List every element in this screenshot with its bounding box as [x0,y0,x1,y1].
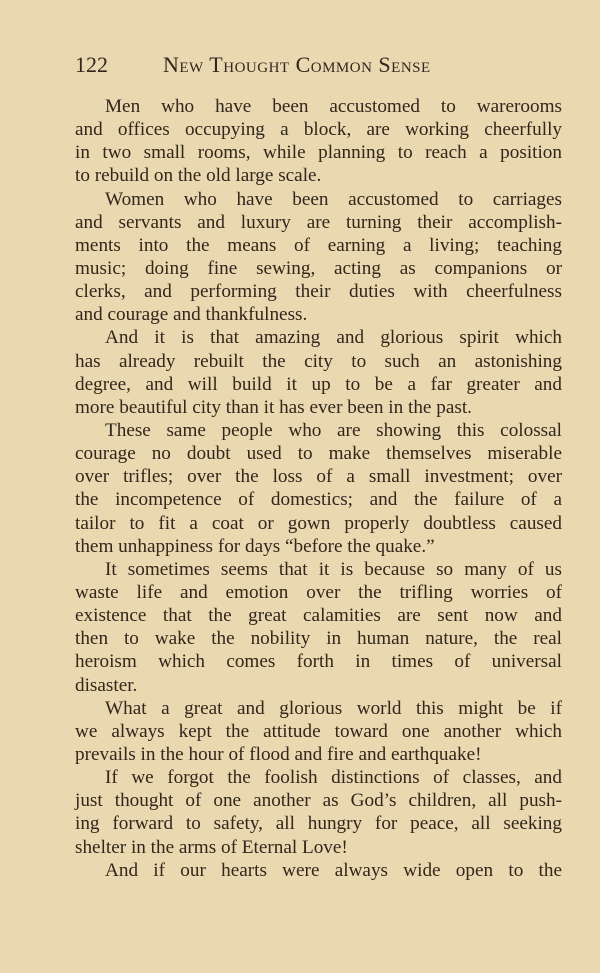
text-line: heroism which comes forth in times of universal [75,651,562,673]
text-line: It sometimes seems that it is because so many of us [105,558,562,580]
text-line: shelter in the arms of Eternal Love! [75,836,348,858]
text-line: And it is that amazing and glorious spirit which [105,327,562,349]
page-body-text [75,95,562,882]
text-line: Women who have been accustomed to carriages [105,188,562,210]
text-line: music; doing fine sewing, acting as companions or [75,257,562,279]
text-line: tailor to fit a coat or gown properly doubtless caused [75,512,562,534]
paragraph [75,859,562,882]
text-line: in two small rooms, while planning to reach a position [75,142,562,164]
text-line: we always kept the attitude toward one another which [75,720,562,742]
text-line: them unhappiness for days “before the quake.” [75,535,435,557]
text-line: disaster. [75,674,138,696]
text-line: the incompetence of domestics; and the failure of a [75,489,562,511]
paragraph [75,326,562,419]
text-line: These same people who are showing this colossal [105,419,562,441]
text-line: degree, and will build it up to be a far greater and [75,373,562,395]
text-line: over trifles; over the loss of a small investment; over [75,466,562,488]
text-line: ing forward to safety, all hungry for peace, all seeking [75,813,562,835]
text-line: clerks, and performing their duties with cheerfulness [75,281,562,303]
text-line: has already rebuilt the city to such an astonishing [75,350,562,372]
text-line: What a great and glorious world this might be if [105,697,562,719]
text-line: Men who have been accustomed to warerooms [105,96,562,117]
text-line: and courage and thankfulness. [75,304,308,326]
running-header [75,52,562,82]
paragraph [75,558,562,697]
text-line: waste life and emotion over the trifling worries of [75,581,562,603]
paragraph [75,188,562,327]
text-line: and offices occupying a block, are working cheerfully [75,119,562,141]
paragraph [75,697,562,766]
text-line: just thought of one another as God’s children, all push- [75,790,562,812]
paragraph [75,766,562,859]
text-line: to rebuild on the old large scale. [75,165,322,187]
text-line: existence that the great calamities are sent now and [75,605,562,627]
text-line: then to wake the nobility in human nature, the real [75,628,562,650]
running-title: New Thought Common Sense [163,52,431,77]
page-number: 122 [75,52,108,77]
paragraph [75,419,562,558]
text-line: and servants and luxury are turning their accomplish- [75,211,562,233]
text-line: ments into the means of earning a living; teaching [75,234,562,256]
text-line: And if our hearts were always wide open to the [105,859,562,881]
text-line: If we forgot the foolish distinctions of classes, and [105,767,562,789]
text-line: more beautiful city than it has ever been in the past. [75,396,472,418]
paragraph [75,95,562,188]
text-line: prevails in the hour of flood and fire and earthquake! [75,743,482,765]
text-line: courage no doubt used to make themselves miserable [75,443,562,465]
